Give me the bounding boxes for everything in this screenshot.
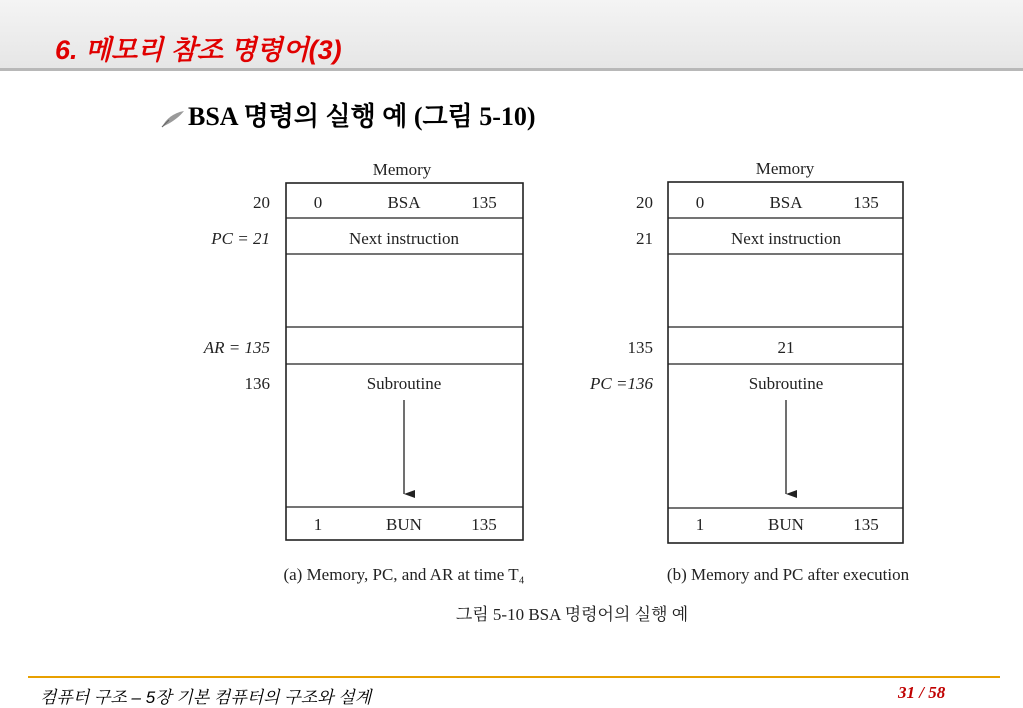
panel-b-row0-name: BSA	[769, 193, 803, 212]
panel-b-addr-135: 135	[627, 338, 653, 357]
footer-divider	[28, 676, 1000, 678]
panel-b-addr-20: 20	[636, 193, 653, 212]
panel-b-next-instruction: Next instruction	[730, 229, 842, 248]
panel-b-bun-op: 1	[695, 515, 705, 534]
panel-a-caption: (a) Memory, PC, and AR at time T₄	[283, 565, 525, 584]
panel-a-addr-136: 136	[244, 374, 270, 393]
panel-a-row0-addr: 135	[471, 193, 497, 212]
panel-a-memory-header: Memory	[372, 160, 432, 179]
slide-title: 6. 메모리 참조 명령어(3)	[55, 35, 342, 65]
panel-a-bun-name: BUN	[386, 515, 422, 534]
figure-caption: 그림 5-10 BSA 명령어의 실행 예	[455, 605, 689, 624]
subtitle-text: BSA 명령의 실행 예 (그림 5-10)	[188, 102, 536, 131]
page-number: 31 / 58	[898, 683, 946, 702]
panel-b-addr-pc: PC =136	[590, 374, 653, 393]
panel-a-addr-ar: AR = 135	[203, 338, 270, 357]
panel-b-bun-addr: 135	[853, 515, 879, 534]
panel-b-bun-name: BUN	[768, 515, 804, 534]
panel-b-row0-addr: 135	[853, 193, 879, 212]
panel-a-row0-op: 0	[313, 193, 323, 212]
panel-b-subroutine: Subroutine	[748, 374, 824, 393]
panel-a-addr-pc: PC = 21	[211, 229, 270, 248]
panel-a-subroutine: Subroutine	[366, 374, 442, 393]
panel-b-addr-21: 21	[636, 229, 653, 248]
panel-a-next-instruction: Next instruction	[348, 229, 460, 248]
panel-a-addr-20: 20	[253, 193, 270, 212]
memory-panel-b	[589, 159, 910, 584]
panel-b-memory-header: Memory	[755, 159, 815, 178]
panel-b-caption: (b) Memory and PC after execution	[666, 565, 910, 584]
panel-a-row0-name: BSA	[387, 193, 421, 212]
panel-a-bun-op: 1	[313, 515, 323, 534]
footer-course-title: 컴퓨터 구조 – 5장 기본 컴퓨터의 구조와 설계	[40, 688, 372, 707]
panel-a-bun-addr: 135	[471, 515, 497, 534]
memory-panel-a	[203, 160, 525, 584]
panel-b-return-address: 21	[777, 338, 795, 357]
panel-b-row0-op: 0	[695, 193, 705, 212]
